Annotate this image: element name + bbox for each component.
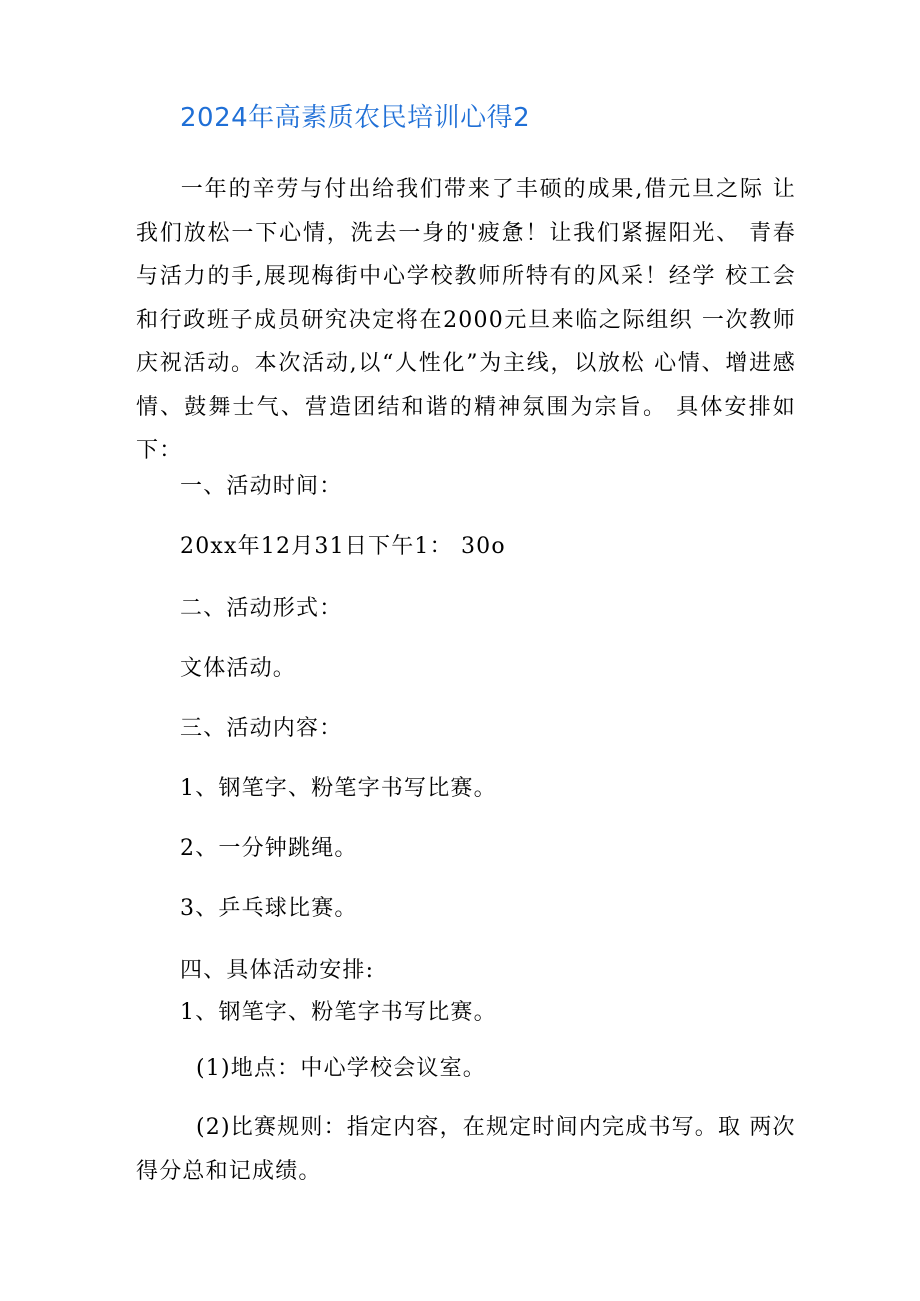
section2-content: 文体活动。 [180,656,297,681]
section4-item-1: 1、钢笔字、粉笔字书写比赛。 [180,1000,497,1025]
section4-item1-rules [136,1106,796,1194]
section4-item1-rules-text: (2)比赛规则：指定内容，在规定时间内完成书写。取 两次得分总和记成绩。 [136,1115,796,1184]
intro-paragraph [136,168,796,473]
section3-item-3: 3、乒乓球比赛。 [180,896,358,921]
section1-content: 20xx年12月31日下午1： 30o [180,534,506,559]
section3-heading: 三、活动内容： [180,716,343,741]
section4-item1-location: (1)地点：中心学校会议室。 [196,1056,486,1081]
section2-heading: 二、活动形式： [180,596,343,621]
section3-item-2: 2、一分钟跳绳。 [180,836,358,861]
intro-paragraph-text: 一年的辛劳与付出给我们带来了丰硕的成果,借元旦之际 让我们放松一下心情，洗去一身的'疲惫！让我们紧握阳光、 青春与活力的手,展现梅街中心学校教师所特有的风采！经学 校工会和行政班子成员研究决定将在2000元旦来临之际组织 一次教师庆祝活动。本次活动,以“人性化”为主线，以放松 心情、增进感情、鼓舞士气、营造团结和谐的精神氛围为宗旨。 具体安排如下： [136,177,796,463]
section3-item-1: 1、钢笔字、粉笔字书写比赛。 [180,776,497,801]
section4-heading: 四、具体活动安排: [180,958,375,983]
section1-heading: 一、活动时间： [180,474,343,499]
document-title: 2024年高素质农民培训心得2 [180,103,531,133]
